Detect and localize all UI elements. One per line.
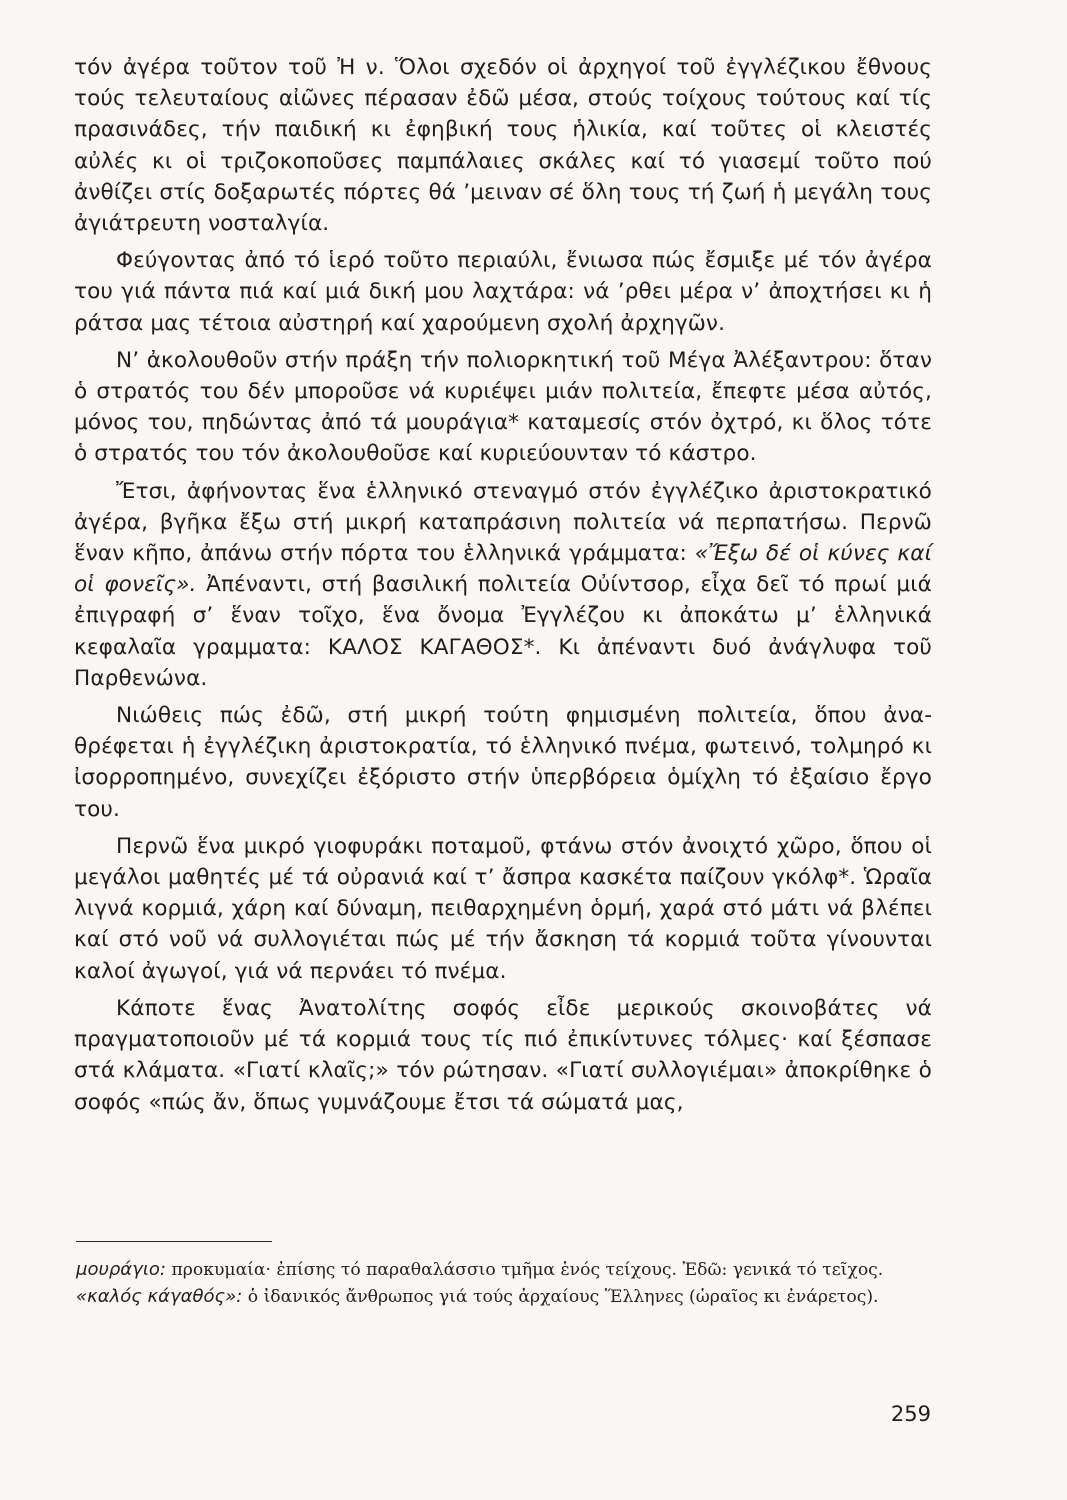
footnote-text: ὁ ἰδανικός ἄνθρωπος γιά τούς ἀρχαίους Ἕλληνες (ὡραῖος κι ἐνάρετος). [242,1287,879,1307]
paragraph [74,476,932,694]
body-text [74,52,932,1124]
paragraph: Νιώθεις πώς ἐδῶ, στή μικρή τούτη φημισμένη πολιτεία, ὅπου ἀναθρέφεται ἡ ἐγγλέζικη ἀριστοκρατία, τό ἑλληνικό πνέμα, φωτεινό, τολμηρό κι ἰσορροπημένο, συνεχίζει ἐξόριστο στήν ὑπερβόρεια ὁμίχλη τό ἐξαίσιο ἔργο του. [74,703,932,822]
page-number: 259 [890,1402,931,1426]
footnote-term: «καλός κάγαθός»: [76,1286,243,1307]
footnote-text: προκυμαία· ἐπίσης τό παραθαλάσσιο τμῆμα ἑνός τείχους. Ἐδῶ: γενικά τό τεῖχος. [166,1260,884,1280]
paragraph: Ν’ ἀκολουθοῦν στήν πράξη τήν πολιορκητική τοῦ Μέγα Ἀλέξαντρου: ὅταν ὁ στρατός του δέν μποροῦσε νά κυριέψει μιάν πολιτεία, ἔπεφτε μέσα αὐτός, μόνος του, πηδώντας ἀπό τά μουράγια* καταμεσίς στόν ὀχτρό, κι ὅλος τότε ὁ στρατός του τόν ἀκολουθοῦσε καί κυριεύουνταν τό κάστρο. [74,347,932,467]
footnotes [76,1258,936,1312]
paragraph-text: Ἔτσι, ἀφήνοντας ἕνα ἑλληνικό στεναγμό στόν ἐγγλέζικο ἀριστοκρατικό ἀγέρα, βγῆκα ἔξω στή μικρή καταπράσινη πολιτεία νά περπατήσω. Περνῶ ἕναν κῆπο, ἀπάνω στήν πόρτα του ἑλληνικά γράμματα: [74,478,932,567]
paragraph: Κάποτε ἕνας Ἀνατολίτης σοφός εἶδε μερικούς σκοινοβάτες νά πραγματοποιοῦν μέ τά κορμιά τους τίς πιό ἐπικίντυνες τόλμες· καί ξέσπασε στά κλάματα. «Γιατί κλαῖς;» τόν ρώτησαν. «Γιατί συλλογιέμαι» ἀποκρίθηκε ὁ σοφός «πώς ἄν, ὅπως γυμνάζουμε ἔτσι τά σώματά μας, [74,995,932,1115]
footnote [76,1258,936,1282]
inscription-quote: «Ἔξω δέ οἱ κύνες καί οἱ φονεῖς». [74,541,933,598]
paragraph: Φεύγοντας ἀπό τό ἱερό τοῦτο περιαύλι, ἔνιωσα πώς ἔσμιξε μέ τόν ἀγέρα του γιά πάντα πιά καί μιά δική μου λαχτάρα: νά ’ρθει μέρα ν’ ἀποχτήσει κι ἡ ράτσα μας τέτοια αὐστηρή καί χαρούμενη σχολή ἀρχηγῶν. [74,248,932,336]
paragraph: τόν ἀγέρα τοῦτον τοῦ Ἠ ν. Ὅλοι σχεδόν οἱ ἀρχηγοί τοῦ ἐγγλέζικου ἔθνους τούς τελευταίους αἰῶνες πέρασαν ἐδῶ μέσα, στούς τοίχους τούτους καί τίς πρασινάδες, τήν παιδική κι ἐφηβική τους ἡλικία, καί τοῦτες οἱ κλειστές αὐλές κι οἱ τριζοκοποῦσες παμπάλαιες σκάλες καί τό γιασεμί τοῦτο πού ἀνθίζει στίς δοξαρωτές πόρτες θά ’μειναν σέ ὅλη τους τή ζωή ἡ μεγάλη τους ἀγιάτρευτη νοσταλγία. [74,55,932,237]
footnote [76,1285,936,1309]
paragraph: Περνῶ ἕνα μικρό γιοφυράκι ποταμοῦ, φτάνω στόν ἀνοιχτό χῶρο, ὅπου οἱ μεγάλοι μαθητές μέ τά οὐρανιά καί τ’ ἄσπρα κασκέτα παίζουν γκόλφ*. Ὡραῖα λιγνά κορμιά, χάρη καί δύναμη, πειθαρχημένη ὁρμή, χαρά στό μάτι νά βλέπει καί στό νοῦ νά συλλογιέται πώς μέ τήν ἄσκηση τά κορμιά τοῦτα γίνουνται καλοί ἀγωγοί, γιά νά περνάει τό πνέμα. [74,833,932,984]
footnote-divider [76,1241,272,1242]
footnote-term: μουράγιο: [76,1259,166,1280]
paragraph-text: Ἀπέναντι, στή βασιλική πολιτεία Οὐίντσορ, εἶχα δεῖ τό πρωί μιά ἐπιγραφή σ’ ἕναν τοῖχο, ἕνα ὄνομα Ἐγγλέζου κι ἀποκάτω μ’ ἑλληνικά κεφαλαῖα γραμματα: ΚΑΛΟΣ ΚΑΓΑΘΟΣ*. Κι ἀπέναντι δυό ἀνάγλυφα τοῦ Παρθενώνα. [74,572,932,691]
